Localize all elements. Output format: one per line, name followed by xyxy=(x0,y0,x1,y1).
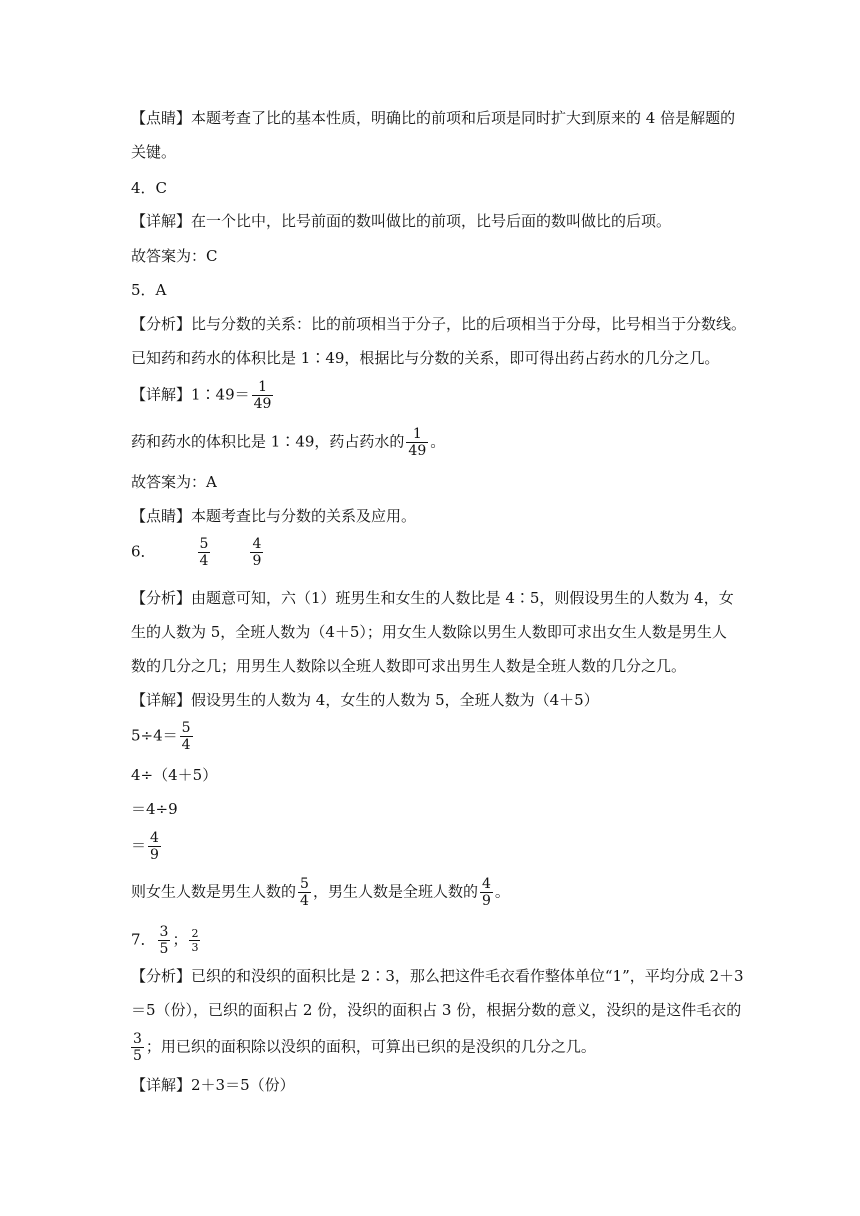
answer-line-q5: 5．A xyxy=(131,281,167,299)
fraction-numerator: 5 xyxy=(181,720,191,736)
text-segment: 【详解】1∶49＝ xyxy=(131,385,250,404)
text-segment: ＝ xyxy=(131,836,147,855)
text-segment: 。 xyxy=(494,882,510,901)
text-segment: ； xyxy=(172,930,188,949)
fraction xyxy=(189,927,200,954)
fraction-numerator: 1 xyxy=(258,379,268,395)
text-line: 【分析】已织的和没织的面积比是 2∶3，那么把这件毛衣看作整体单位“1”，平均分成 2＋3 xyxy=(131,967,744,985)
fraction-numerator: 4 xyxy=(481,876,491,892)
text-segment: ；用已织的面积除以没织的面积，可算出已织的是没织的几分之几。 xyxy=(145,1037,596,1056)
text-line xyxy=(131,379,275,412)
text-segment: 则女生人数是男生人数的 xyxy=(131,882,297,901)
text-segment: 。 xyxy=(430,432,446,451)
text-line: 生的人数为 5，全班人数为（4＋5）；用女生人数除以男生人数即可求出女生人数是男生人 xyxy=(131,623,727,641)
answer-line-q4: 4．C xyxy=(131,179,168,197)
fraction-denominator: 9 xyxy=(150,847,159,863)
text-line: ＝4÷9 xyxy=(131,800,178,818)
text-line xyxy=(131,1031,596,1064)
fraction-denominator: 9 xyxy=(252,553,262,569)
fraction-numerator: 5 xyxy=(300,876,309,892)
text-line: 【详解】2＋3＝5（份） xyxy=(131,1076,295,1094)
fraction xyxy=(198,536,211,569)
fraction-denominator: 4 xyxy=(181,737,191,753)
text-line: 【分析】比与分数的关系：比的前项相当于分子，比的后项相当于分母，比号相当于分数线。 xyxy=(131,315,747,333)
fraction-numerator: 5 xyxy=(199,536,209,552)
text-line: 【点睛】本题考查比与分数的关系及应用。 xyxy=(131,507,417,525)
text-segment: ，男生人数是全班人数的 xyxy=(312,882,478,901)
text-line xyxy=(131,830,163,863)
text-segment: 药和药水的体积比是 1∶49，药占药水的 xyxy=(131,432,405,451)
fraction xyxy=(158,924,171,957)
fraction-numerator: 3 xyxy=(159,924,169,940)
text-line xyxy=(131,720,195,753)
text-segment: 6． xyxy=(131,542,156,561)
text-line xyxy=(131,876,510,909)
fraction-denominator: 49 xyxy=(253,396,272,412)
answer-line-q6 xyxy=(131,536,263,569)
text-line: 【详解】在一个比中，比号前面的数叫做比的前项，比号后面的数叫做比的后项。 xyxy=(131,212,672,230)
answer-line-q7 xyxy=(131,924,202,957)
fraction xyxy=(148,830,161,863)
fraction-numerator: 4 xyxy=(252,536,262,552)
fraction xyxy=(298,876,311,909)
text-line: 已知药和药水的体积比是 1∶49，根据比与分数的关系，即可得出药占药水的几分之几。 xyxy=(131,349,720,367)
fraction-denominator: 4 xyxy=(199,553,209,569)
fraction-denominator: 4 xyxy=(300,893,309,909)
text-segment: 5÷4＝ xyxy=(131,726,178,745)
fraction-denominator: 9 xyxy=(481,893,491,909)
fraction-denominator: 5 xyxy=(133,1048,142,1064)
fraction-denominator: 3 xyxy=(191,941,199,954)
text-line: 故答案为：C xyxy=(131,247,218,265)
text-line: 【点睛】本题考查了比的基本性质，明确比的前项和后项是同时扩大到原来的 4 倍是解题的 xyxy=(131,109,736,127)
text-line: 关键。 xyxy=(131,143,177,161)
fraction-numerator: 2 xyxy=(191,927,199,940)
text-line: ＝5（份），已织的面积占 2 份，没织的面积占 3 份，根据分数的意义，没织的是这件毛衣的 xyxy=(131,1001,742,1019)
fraction-numerator: 4 xyxy=(150,830,159,846)
fraction xyxy=(180,720,193,753)
fraction-numerator: 1 xyxy=(412,426,422,442)
fraction xyxy=(131,1031,144,1064)
fraction xyxy=(406,426,428,459)
text-line: 4÷（4＋5） xyxy=(131,766,218,784)
text-line xyxy=(131,426,445,459)
fraction-denominator: 5 xyxy=(159,941,169,957)
fraction xyxy=(252,379,274,412)
text-line: 【分析】由题意可知，六（1）班男生和女生的人数比是 4∶5，则假设男生的人数为 4，女 xyxy=(131,589,734,607)
fraction xyxy=(250,536,263,569)
text-line: 故答案为：A xyxy=(131,473,217,491)
text-segment: 7． xyxy=(131,930,156,949)
text-line: 数的几分之几；用男生人数除以全班人数即可求出男生人数是全班人数的几分之几。 xyxy=(131,657,687,675)
fraction-denominator: 49 xyxy=(408,443,427,459)
fraction xyxy=(480,876,493,909)
text-line: 【详解】假设男生的人数为 4，女生的人数为 5，全班人数为（4＋5） xyxy=(131,691,599,709)
fraction-numerator: 3 xyxy=(133,1031,142,1047)
